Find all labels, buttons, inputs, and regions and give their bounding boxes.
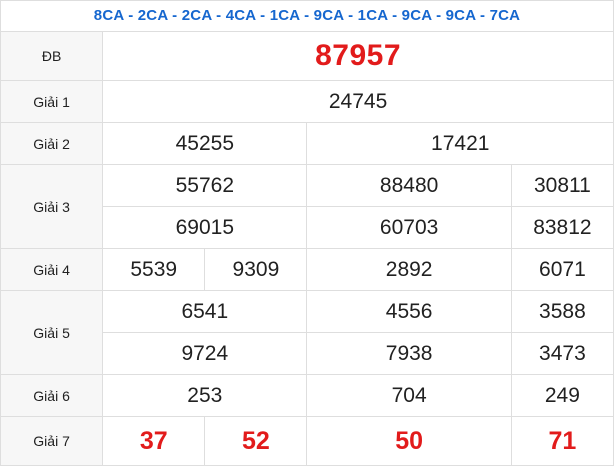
prize-cell-g6-0 [103,375,307,417]
prize-cell-g1-0 [103,81,614,123]
prize-cell-g3-3 [103,207,307,249]
prize-cell-g7-3 [511,417,613,466]
prize-number: 45255 [175,131,235,155]
prize-number: 69015 [175,215,235,239]
prize-cell-g3-1 [307,165,511,207]
table-row-g7 [1,417,614,466]
prize-number: 37 [139,426,168,455]
prize-cell-g2-1 [307,123,614,165]
row-label-g6: Giải 6 [1,375,103,417]
prize-cell-g5-5 [511,333,613,375]
prize-cell-g5-2 [511,291,613,333]
row-label-g3: Giải 3 [1,165,103,249]
row-label-g7: Giải 7 [1,417,103,466]
prize-number: 7938 [385,341,433,365]
prize-number: 3473 [539,341,586,365]
row-label-g4: Giải 4 [1,249,103,291]
prize-number: 6071 [539,257,586,281]
header-codes: 8CA - 2CA - 2CA - 4CA - 1CA - 9CA - 1CA - 9CA - 9CA - 7CA [93,7,521,24]
header-row [1,1,614,32]
prize-cell-g4-1 [205,249,307,291]
prize-cell-g5-4 [307,333,511,375]
prize-number: 60703 [379,215,439,239]
prize-number: 2892 [385,257,433,281]
prize-number: 249 [544,383,580,407]
prize-number: 71 [548,426,577,455]
prize-number: 88480 [379,173,439,197]
prize-number: 9724 [181,341,229,365]
row-label-g5: Giải 5 [1,291,103,375]
table-row-g5-a [1,291,614,333]
prize-number: 50 [395,426,424,455]
prize-number: 3588 [539,299,586,323]
prize-number: 6541 [181,299,229,323]
prize-cell-g5-3 [103,333,307,375]
prize-number: 9309 [232,257,280,281]
prize-cell-g3-2 [511,165,613,207]
prize-cell-g6-2 [511,375,613,417]
prize-number: 83812 [533,215,592,239]
prize-cell-g4-3 [511,249,613,291]
header-codes-cell [1,1,614,32]
prize-cell-g7-2 [307,417,511,466]
table-row-db [1,32,614,81]
table-row-g2 [1,123,614,165]
prize-number: 5539 [130,257,178,281]
prize-cell-g2-0 [103,123,307,165]
prize-cell-g7-0 [103,417,205,466]
row-label-db: ĐB [1,32,103,81]
prize-number: 55762 [175,173,235,197]
prize-cell-g5-0 [103,291,307,333]
prize-number: 704 [391,383,427,407]
prize-cell-g3-5 [511,207,613,249]
prize-cell-db-0 [103,32,614,81]
row-label-g2: Giải 2 [1,123,103,165]
prize-cell-g7-1 [205,417,307,466]
prize-cell-g4-2 [307,249,511,291]
prize-cell-g3-4 [307,207,511,249]
prize-number: 87957 [315,39,402,72]
prize-cell-g6-1 [307,375,511,417]
row-label-g1: Giải 1 [1,81,103,123]
table-row-g3-a [1,165,614,207]
prize-number: 17421 [431,131,490,155]
prize-number: 24745 [328,89,388,113]
prize-number: 253 [187,383,223,407]
table-row-g6 [1,375,614,417]
prize-number: 52 [241,426,270,455]
table-row-g4 [1,249,614,291]
prize-cell-g5-1 [307,291,511,333]
prize-cell-g4-0 [103,249,205,291]
prize-number: 4556 [385,299,433,323]
table-row-g1 [1,81,614,123]
prize-number: 30811 [533,173,591,197]
prize-cell-g3-0 [103,165,307,207]
